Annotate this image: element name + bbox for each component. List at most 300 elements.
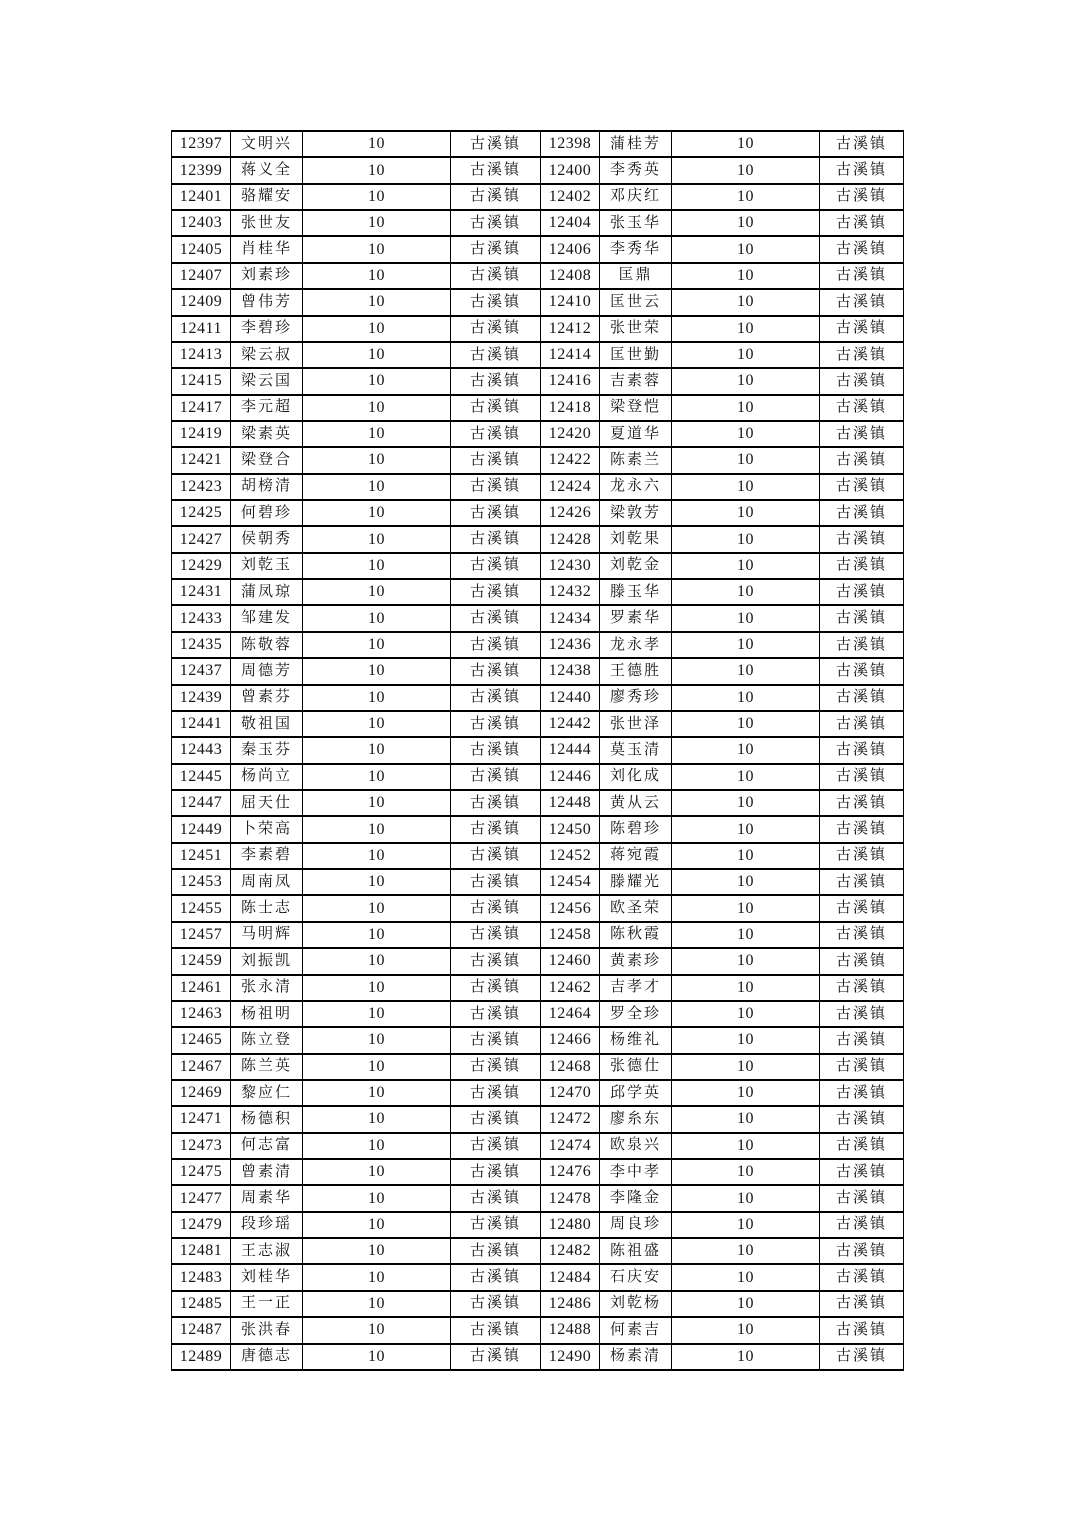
- amount-cell: 10: [303, 632, 451, 658]
- town-cell: 古溪镇: [820, 975, 904, 1001]
- name-cell: 李秀华: [600, 236, 672, 262]
- id-cell: 12485: [172, 1291, 231, 1317]
- name-cell: 陈立登: [231, 1027, 303, 1053]
- table-row: [172, 500, 904, 526]
- amount-cell: 10: [303, 1080, 451, 1106]
- name-cell: 曾素清: [231, 1159, 303, 1185]
- town-cell: 古溪镇: [820, 1106, 904, 1132]
- town-cell: 古溪镇: [820, 500, 904, 526]
- town-cell: 古溪镇: [451, 157, 541, 183]
- id-cell: 12453: [172, 869, 231, 895]
- id-cell: 12397: [172, 131, 231, 157]
- id-cell: 12411: [172, 316, 231, 342]
- name-cell: 陈秋霞: [600, 922, 672, 948]
- id-cell: 12449: [172, 816, 231, 842]
- id-cell: 12437: [172, 658, 231, 684]
- amount-cell: 10: [672, 579, 820, 605]
- amount-cell: 10: [672, 289, 820, 315]
- amount-cell: 10: [303, 1212, 451, 1238]
- table-row: [172, 869, 904, 895]
- id-cell: 12452: [541, 843, 600, 869]
- table-row: [172, 632, 904, 658]
- id-cell: 12416: [541, 368, 600, 394]
- id-cell: 12405: [172, 236, 231, 262]
- id-cell: 12458: [541, 922, 600, 948]
- id-cell: 12464: [541, 1001, 600, 1027]
- table-row: [172, 184, 904, 210]
- id-cell: 12460: [541, 948, 600, 974]
- town-cell: 古溪镇: [451, 1001, 541, 1027]
- name-cell: 周素华: [231, 1185, 303, 1211]
- id-cell: 12401: [172, 184, 231, 210]
- id-cell: 12447: [172, 790, 231, 816]
- town-cell: 古溪镇: [820, 184, 904, 210]
- amount-cell: 10: [303, 447, 451, 473]
- table-row: [172, 737, 904, 763]
- name-cell: 文明兴: [231, 131, 303, 157]
- amount-cell: 10: [303, 368, 451, 394]
- name-cell: 李中孝: [600, 1159, 672, 1185]
- id-cell: 12459: [172, 948, 231, 974]
- amount-cell: 10: [303, 1054, 451, 1080]
- id-cell: 12436: [541, 632, 600, 658]
- amount-cell: 10: [303, 1133, 451, 1159]
- name-cell: 黎应仁: [231, 1080, 303, 1106]
- town-cell: 古溪镇: [451, 289, 541, 315]
- id-cell: 12462: [541, 975, 600, 1001]
- town-cell: 古溪镇: [451, 790, 541, 816]
- id-cell: 12478: [541, 1185, 600, 1211]
- amount-cell: 10: [303, 500, 451, 526]
- name-cell: 李隆金: [600, 1185, 672, 1211]
- name-cell: 唐德志: [231, 1344, 303, 1370]
- amount-cell: 10: [303, 790, 451, 816]
- town-cell: 古溪镇: [820, 816, 904, 842]
- town-cell: 古溪镇: [451, 922, 541, 948]
- town-cell: 古溪镇: [451, 342, 541, 368]
- amount-cell: 10: [303, 1291, 451, 1317]
- name-cell: 匡世云: [600, 289, 672, 315]
- name-cell: 周南凤: [231, 869, 303, 895]
- name-cell: 杨祖明: [231, 1001, 303, 1027]
- amount-cell: 10: [672, 685, 820, 711]
- id-cell: 12422: [541, 447, 600, 473]
- id-cell: 12483: [172, 1264, 231, 1290]
- table-row: [172, 289, 904, 315]
- table-body: [172, 131, 904, 1370]
- name-cell: 梁素英: [231, 421, 303, 447]
- id-cell: 12488: [541, 1317, 600, 1343]
- amount-cell: 10: [672, 1238, 820, 1264]
- id-cell: 12489: [172, 1344, 231, 1370]
- id-cell: 12471: [172, 1106, 231, 1132]
- amount-cell: 10: [672, 553, 820, 579]
- town-cell: 古溪镇: [451, 1185, 541, 1211]
- id-cell: 12420: [541, 421, 600, 447]
- amount-cell: 10: [672, 1291, 820, 1317]
- name-cell: 吉孝才: [600, 975, 672, 1001]
- amount-cell: 10: [672, 421, 820, 447]
- name-cell: 蒲凤琼: [231, 579, 303, 605]
- town-cell: 古溪镇: [820, 764, 904, 790]
- town-cell: 古溪镇: [820, 316, 904, 342]
- name-cell: 蒲桂芳: [600, 131, 672, 157]
- id-cell: 12479: [172, 1212, 231, 1238]
- amount-cell: 10: [303, 474, 451, 500]
- name-cell: 黄素珍: [600, 948, 672, 974]
- name-cell: 杨素清: [600, 1344, 672, 1370]
- name-cell: 莫玉清: [600, 737, 672, 763]
- name-cell: 匡鼎: [600, 263, 672, 289]
- amount-cell: 10: [303, 342, 451, 368]
- amount-cell: 10: [303, 395, 451, 421]
- amount-cell: 10: [303, 553, 451, 579]
- amount-cell: 10: [303, 289, 451, 315]
- town-cell: 古溪镇: [820, 1317, 904, 1343]
- town-cell: 古溪镇: [820, 474, 904, 500]
- amount-cell: 10: [672, 1001, 820, 1027]
- amount-cell: 10: [303, 685, 451, 711]
- name-cell: 梁敦芳: [600, 500, 672, 526]
- town-cell: 古溪镇: [820, 131, 904, 157]
- town-cell: 古溪镇: [451, 605, 541, 631]
- id-cell: 12456: [541, 895, 600, 921]
- id-cell: 12445: [172, 764, 231, 790]
- town-cell: 古溪镇: [820, 579, 904, 605]
- name-cell: 陈碧珍: [600, 816, 672, 842]
- amount-cell: 10: [672, 711, 820, 737]
- id-cell: 12433: [172, 605, 231, 631]
- amount-cell: 10: [672, 1054, 820, 1080]
- amount-cell: 10: [303, 1185, 451, 1211]
- table-row: [172, 1185, 904, 1211]
- name-cell: 梁云叔: [231, 342, 303, 368]
- name-cell: 蒋宛霞: [600, 843, 672, 869]
- name-cell: 梁登合: [231, 447, 303, 473]
- roster-table: [171, 130, 904, 1371]
- town-cell: 古溪镇: [820, 1159, 904, 1185]
- id-cell: 12444: [541, 737, 600, 763]
- id-cell: 12408: [541, 263, 600, 289]
- id-cell: 12441: [172, 711, 231, 737]
- id-cell: 12403: [172, 210, 231, 236]
- town-cell: 古溪镇: [820, 658, 904, 684]
- table-row: [172, 922, 904, 948]
- id-cell: 12468: [541, 1054, 600, 1080]
- town-cell: 古溪镇: [451, 1080, 541, 1106]
- id-cell: 12465: [172, 1027, 231, 1053]
- amount-cell: 10: [303, 658, 451, 684]
- town-cell: 古溪镇: [451, 737, 541, 763]
- amount-cell: 10: [303, 711, 451, 737]
- name-cell: 吉素蓉: [600, 368, 672, 394]
- table-row: [172, 342, 904, 368]
- name-cell: 王一正: [231, 1291, 303, 1317]
- table-row: [172, 1344, 904, 1370]
- name-cell: 陈祖盛: [600, 1238, 672, 1264]
- table-row: [172, 368, 904, 394]
- id-cell: 12406: [541, 236, 600, 262]
- amount-cell: 10: [303, 157, 451, 183]
- amount-cell: 10: [672, 395, 820, 421]
- town-cell: 古溪镇: [451, 368, 541, 394]
- town-cell: 古溪镇: [451, 869, 541, 895]
- id-cell: 12423: [172, 474, 231, 500]
- amount-cell: 10: [672, 1106, 820, 1132]
- id-cell: 12407: [172, 263, 231, 289]
- id-cell: 12450: [541, 816, 600, 842]
- id-cell: 12474: [541, 1133, 600, 1159]
- name-cell: 罗素华: [600, 605, 672, 631]
- table-row: [172, 975, 904, 1001]
- name-cell: 屈天仕: [231, 790, 303, 816]
- id-cell: 12438: [541, 658, 600, 684]
- table-row: [172, 210, 904, 236]
- name-cell: 周良珍: [600, 1212, 672, 1238]
- town-cell: 古溪镇: [820, 395, 904, 421]
- name-cell: 陈士志: [231, 895, 303, 921]
- name-cell: 卜荣高: [231, 816, 303, 842]
- name-cell: 侯朝秀: [231, 526, 303, 552]
- town-cell: 古溪镇: [451, 1238, 541, 1264]
- town-cell: 古溪镇: [451, 1133, 541, 1159]
- table-row: [172, 605, 904, 631]
- amount-cell: 10: [672, 500, 820, 526]
- amount-cell: 10: [303, 895, 451, 921]
- town-cell: 古溪镇: [820, 1054, 904, 1080]
- name-cell: 段珍瑶: [231, 1212, 303, 1238]
- amount-cell: 10: [672, 526, 820, 552]
- amount-cell: 10: [303, 316, 451, 342]
- name-cell: 王志淑: [231, 1238, 303, 1264]
- town-cell: 古溪镇: [451, 500, 541, 526]
- id-cell: 12413: [172, 342, 231, 368]
- id-cell: 12412: [541, 316, 600, 342]
- amount-cell: 10: [672, 1344, 820, 1370]
- amount-cell: 10: [672, 869, 820, 895]
- town-cell: 古溪镇: [451, 948, 541, 974]
- table-row: [172, 895, 904, 921]
- id-cell: 12473: [172, 1133, 231, 1159]
- name-cell: 夏道华: [600, 421, 672, 447]
- id-cell: 12463: [172, 1001, 231, 1027]
- amount-cell: 10: [672, 184, 820, 210]
- town-cell: 古溪镇: [820, 605, 904, 631]
- town-cell: 古溪镇: [820, 685, 904, 711]
- id-cell: 12417: [172, 395, 231, 421]
- table-row: [172, 685, 904, 711]
- name-cell: 邓庆红: [600, 184, 672, 210]
- id-cell: 12410: [541, 289, 600, 315]
- amount-cell: 10: [672, 342, 820, 368]
- town-cell: 古溪镇: [820, 1080, 904, 1106]
- name-cell: 刘乾金: [600, 553, 672, 579]
- town-cell: 古溪镇: [820, 1212, 904, 1238]
- id-cell: 12418: [541, 395, 600, 421]
- town-cell: 古溪镇: [451, 764, 541, 790]
- town-cell: 古溪镇: [820, 289, 904, 315]
- town-cell: 古溪镇: [820, 1264, 904, 1290]
- name-cell: 黄从云: [600, 790, 672, 816]
- name-cell: 李秀英: [600, 157, 672, 183]
- amount-cell: 10: [303, 869, 451, 895]
- name-cell: 王德胜: [600, 658, 672, 684]
- amount-cell: 10: [672, 1027, 820, 1053]
- amount-cell: 10: [303, 210, 451, 236]
- name-cell: 张永清: [231, 975, 303, 1001]
- town-cell: 古溪镇: [451, 316, 541, 342]
- id-cell: 12466: [541, 1027, 600, 1053]
- table-row: [172, 526, 904, 552]
- town-cell: 古溪镇: [820, 526, 904, 552]
- table-row: [172, 1291, 904, 1317]
- town-cell: 古溪镇: [451, 553, 541, 579]
- amount-cell: 10: [303, 1106, 451, 1132]
- id-cell: 12398: [541, 131, 600, 157]
- id-cell: 12457: [172, 922, 231, 948]
- amount-cell: 10: [303, 579, 451, 605]
- table-row: [172, 948, 904, 974]
- town-cell: 古溪镇: [451, 263, 541, 289]
- amount-cell: 10: [672, 948, 820, 974]
- amount-cell: 10: [672, 605, 820, 631]
- table-row: [172, 236, 904, 262]
- name-cell: 张世泽: [600, 711, 672, 737]
- town-cell: 古溪镇: [451, 1054, 541, 1080]
- name-cell: 张德仕: [600, 1054, 672, 1080]
- name-cell: 何素吉: [600, 1317, 672, 1343]
- id-cell: 12419: [172, 421, 231, 447]
- id-cell: 12409: [172, 289, 231, 315]
- name-cell: 何志富: [231, 1133, 303, 1159]
- amount-cell: 10: [672, 1159, 820, 1185]
- id-cell: 12404: [541, 210, 600, 236]
- table-row: [172, 157, 904, 183]
- amount-cell: 10: [672, 1185, 820, 1211]
- town-cell: 古溪镇: [820, 236, 904, 262]
- amount-cell: 10: [303, 605, 451, 631]
- name-cell: 石庆安: [600, 1264, 672, 1290]
- amount-cell: 10: [672, 895, 820, 921]
- table-row: [172, 316, 904, 342]
- town-cell: 古溪镇: [451, 685, 541, 711]
- amount-cell: 10: [303, 263, 451, 289]
- name-cell: 陈兰英: [231, 1054, 303, 1080]
- town-cell: 古溪镇: [451, 210, 541, 236]
- name-cell: 刘桂华: [231, 1264, 303, 1290]
- table-row: [172, 131, 904, 157]
- id-cell: 12431: [172, 579, 231, 605]
- town-cell: 古溪镇: [451, 1344, 541, 1370]
- amount-cell: 10: [303, 236, 451, 262]
- id-cell: 12440: [541, 685, 600, 711]
- town-cell: 古溪镇: [820, 790, 904, 816]
- town-cell: 古溪镇: [451, 474, 541, 500]
- id-cell: 12490: [541, 1344, 600, 1370]
- name-cell: 邱学英: [600, 1080, 672, 1106]
- town-cell: 古溪镇: [820, 210, 904, 236]
- name-cell: 滕耀光: [600, 869, 672, 895]
- table-row: [172, 1317, 904, 1343]
- id-cell: 12477: [172, 1185, 231, 1211]
- amount-cell: 10: [303, 1264, 451, 1290]
- amount-cell: 10: [672, 764, 820, 790]
- amount-cell: 10: [303, 1027, 451, 1053]
- amount-cell: 10: [303, 1159, 451, 1185]
- id-cell: 12434: [541, 605, 600, 631]
- town-cell: 古溪镇: [820, 869, 904, 895]
- id-cell: 12421: [172, 447, 231, 473]
- amount-cell: 10: [303, 184, 451, 210]
- town-cell: 古溪镇: [820, 1291, 904, 1317]
- name-cell: 李素碧: [231, 843, 303, 869]
- amount-cell: 10: [672, 737, 820, 763]
- town-cell: 古溪镇: [451, 1264, 541, 1290]
- id-cell: 12427: [172, 526, 231, 552]
- id-cell: 12455: [172, 895, 231, 921]
- amount-cell: 10: [672, 210, 820, 236]
- town-cell: 古溪镇: [451, 579, 541, 605]
- id-cell: 12487: [172, 1317, 231, 1343]
- town-cell: 古溪镇: [451, 447, 541, 473]
- town-cell: 古溪镇: [451, 184, 541, 210]
- amount-cell: 10: [672, 1080, 820, 1106]
- table-row: [172, 1027, 904, 1053]
- town-cell: 古溪镇: [820, 711, 904, 737]
- amount-cell: 10: [303, 816, 451, 842]
- name-cell: 张世友: [231, 210, 303, 236]
- id-cell: 12443: [172, 737, 231, 763]
- name-cell: 马明辉: [231, 922, 303, 948]
- table-row: [172, 1080, 904, 1106]
- name-cell: 龙永六: [600, 474, 672, 500]
- name-cell: 刘乾杨: [600, 1291, 672, 1317]
- name-cell: 杨尚立: [231, 764, 303, 790]
- name-cell: 欧圣荣: [600, 895, 672, 921]
- amount-cell: 10: [672, 236, 820, 262]
- amount-cell: 10: [303, 526, 451, 552]
- id-cell: 12435: [172, 632, 231, 658]
- amount-cell: 10: [672, 658, 820, 684]
- amount-cell: 10: [303, 948, 451, 974]
- town-cell: 古溪镇: [820, 948, 904, 974]
- table-row: [172, 1159, 904, 1185]
- town-cell: 古溪镇: [451, 843, 541, 869]
- table-row: [172, 1264, 904, 1290]
- id-cell: 12470: [541, 1080, 600, 1106]
- name-cell: 张洪春: [231, 1317, 303, 1343]
- id-cell: 12400: [541, 157, 600, 183]
- amount-cell: 10: [672, 790, 820, 816]
- name-cell: 龙永孝: [600, 632, 672, 658]
- amount-cell: 10: [672, 843, 820, 869]
- id-cell: 12402: [541, 184, 600, 210]
- id-cell: 12442: [541, 711, 600, 737]
- town-cell: 古溪镇: [820, 843, 904, 869]
- amount-cell: 10: [303, 1001, 451, 1027]
- id-cell: 12481: [172, 1238, 231, 1264]
- id-cell: 12415: [172, 368, 231, 394]
- name-cell: 刘振凯: [231, 948, 303, 974]
- town-cell: 古溪镇: [820, 1027, 904, 1053]
- id-cell: 12486: [541, 1291, 600, 1317]
- town-cell: 古溪镇: [820, 1185, 904, 1211]
- table-row: [172, 395, 904, 421]
- name-cell: 周德芳: [231, 658, 303, 684]
- amount-cell: 10: [672, 157, 820, 183]
- town-cell: 古溪镇: [451, 421, 541, 447]
- amount-cell: 10: [303, 1317, 451, 1343]
